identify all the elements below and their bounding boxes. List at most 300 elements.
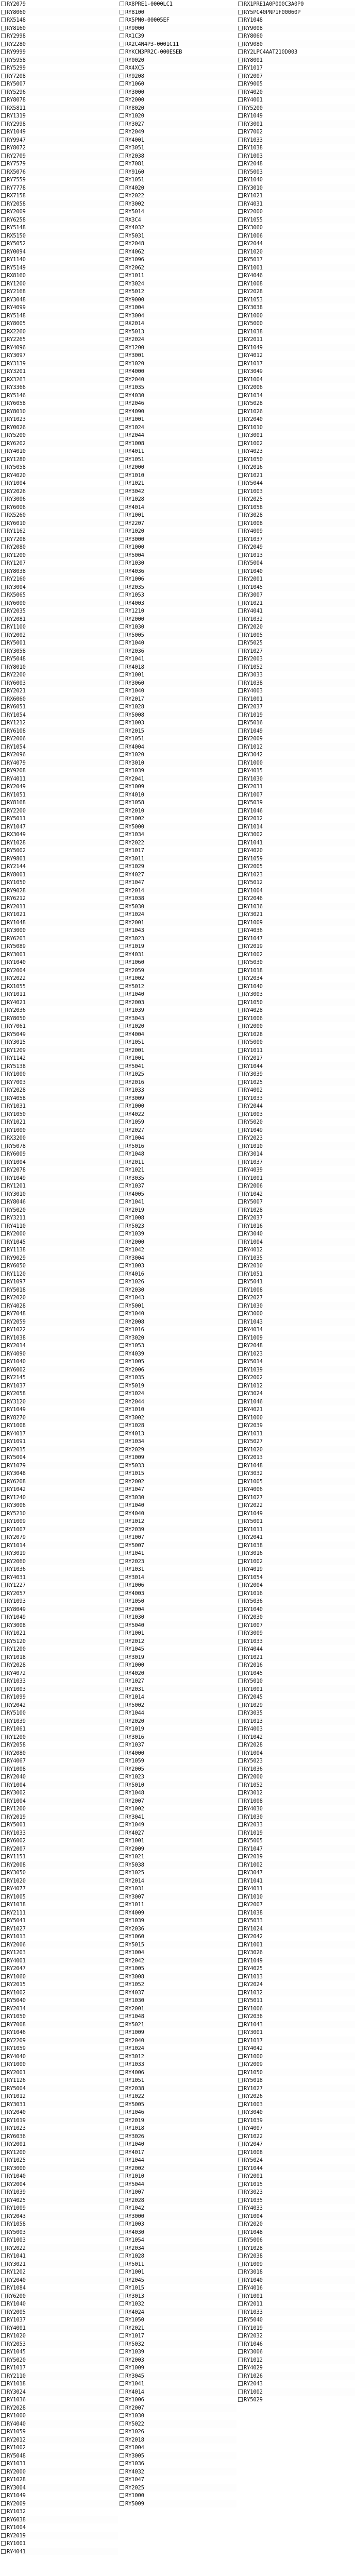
list-item[interactable] — [119, 591, 236, 599]
checkbox-icon[interactable] — [1, 1527, 6, 1532]
list-item[interactable] — [119, 1693, 236, 1701]
checkbox-icon[interactable] — [1, 1256, 6, 1260]
list-item[interactable] — [237, 791, 355, 799]
list-item[interactable] — [119, 1174, 236, 1182]
list-item[interactable] — [119, 208, 236, 216]
checkbox-icon[interactable] — [1, 2317, 6, 2322]
checkbox-icon[interactable] — [1, 1559, 6, 1564]
list-item[interactable] — [119, 1182, 236, 1190]
list-item[interactable] — [119, 463, 236, 471]
list-item[interactable] — [0, 303, 118, 312]
checkbox-icon[interactable] — [1, 824, 6, 829]
list-item[interactable] — [119, 2132, 236, 2141]
checkbox-icon[interactable] — [238, 1351, 243, 1356]
list-item[interactable] — [119, 335, 236, 344]
list-item[interactable] — [119, 919, 236, 927]
checkbox-icon[interactable] — [238, 1751, 243, 1755]
list-item[interactable] — [0, 0, 118, 8]
list-item[interactable] — [0, 2028, 118, 2037]
checkbox-icon[interactable] — [238, 393, 243, 398]
list-item[interactable] — [237, 136, 355, 144]
checkbox-icon[interactable] — [120, 2493, 124, 2498]
list-item[interactable] — [237, 1485, 355, 1494]
list-item[interactable] — [119, 160, 236, 168]
list-item[interactable] — [119, 871, 236, 879]
checkbox-icon[interactable] — [120, 1112, 124, 1116]
list-item[interactable] — [237, 2084, 355, 2093]
checkbox-icon[interactable] — [120, 2381, 124, 2386]
checkbox-icon[interactable] — [120, 1966, 124, 1971]
checkbox-icon[interactable] — [238, 417, 243, 421]
list-item[interactable] — [237, 1661, 355, 1669]
list-item[interactable] — [0, 1334, 118, 1342]
checkbox-icon[interactable] — [1, 1295, 6, 1300]
checkbox-icon[interactable] — [1, 321, 6, 326]
checkbox-icon[interactable] — [1, 1008, 6, 1012]
list-item[interactable] — [119, 1062, 236, 1071]
checkbox-icon[interactable] — [1, 912, 6, 917]
checkbox-icon[interactable] — [1, 1655, 6, 1659]
checkbox-icon[interactable] — [238, 872, 243, 877]
list-item[interactable] — [237, 1494, 355, 1502]
checkbox-icon[interactable] — [120, 2453, 124, 2458]
list-item[interactable] — [0, 423, 118, 432]
checkbox-icon[interactable] — [120, 561, 124, 565]
checkbox-icon[interactable] — [238, 1455, 243, 1460]
list-item[interactable] — [119, 24, 236, 32]
list-item[interactable] — [237, 2308, 355, 2316]
checkbox-icon[interactable] — [238, 2262, 243, 2266]
list-item[interactable] — [0, 2252, 118, 2260]
list-item[interactable] — [0, 1174, 118, 1182]
checkbox-icon[interactable] — [1, 1176, 6, 1180]
checkbox-icon[interactable] — [1, 601, 6, 605]
checkbox-icon[interactable] — [120, 1016, 124, 1021]
list-item[interactable] — [0, 1989, 118, 1997]
list-item[interactable] — [119, 479, 236, 487]
list-item[interactable] — [119, 2292, 236, 2300]
list-item[interactable] — [237, 1861, 355, 1869]
checkbox-icon[interactable] — [1, 608, 6, 613]
list-item[interactable] — [237, 1342, 355, 1350]
list-item[interactable] — [0, 1877, 118, 1885]
checkbox-icon[interactable] — [120, 2413, 124, 2418]
checkbox-icon[interactable] — [120, 1391, 124, 1396]
list-item[interactable] — [119, 519, 236, 528]
checkbox-icon[interactable] — [238, 1112, 243, 1116]
list-item[interactable] — [0, 1038, 118, 1046]
checkbox-icon[interactable] — [1, 1615, 6, 1619]
list-item[interactable] — [0, 1773, 118, 1781]
checkbox-icon[interactable] — [120, 1192, 124, 1196]
checkbox-icon[interactable] — [238, 2342, 243, 2346]
list-item[interactable] — [237, 878, 355, 887]
list-item[interactable] — [0, 1286, 118, 1294]
checkbox-icon[interactable] — [238, 1615, 243, 1619]
list-item[interactable] — [119, 1941, 236, 1949]
list-item[interactable] — [0, 1310, 118, 1318]
list-item[interactable] — [237, 1174, 355, 1182]
list-item[interactable] — [0, 894, 118, 903]
checkbox-icon[interactable] — [1, 672, 6, 677]
checkbox-icon[interactable] — [120, 138, 124, 142]
list-item[interactable] — [237, 112, 355, 120]
checkbox-icon[interactable] — [238, 1623, 243, 1628]
checkbox-icon[interactable] — [238, 1104, 243, 1108]
list-item[interactable] — [237, 2124, 355, 2132]
list-item[interactable] — [237, 751, 355, 759]
list-item[interactable] — [0, 1405, 118, 1414]
list-item[interactable] — [237, 1669, 355, 1677]
checkbox-icon[interactable] — [120, 2374, 124, 2378]
checkbox-icon[interactable] — [238, 1758, 243, 1763]
list-item[interactable] — [0, 104, 118, 112]
list-item[interactable] — [237, 184, 355, 192]
list-item[interactable] — [0, 974, 118, 982]
checkbox-icon[interactable] — [1, 1343, 6, 1348]
list-item[interactable] — [237, 2292, 355, 2300]
checkbox-icon[interactable] — [120, 1607, 124, 1612]
checkbox-icon[interactable] — [238, 1367, 243, 1372]
list-item[interactable] — [0, 64, 118, 72]
checkbox-icon[interactable] — [120, 1831, 124, 1835]
list-item[interactable] — [119, 2100, 236, 2109]
checkbox-icon[interactable] — [238, 665, 243, 669]
checkbox-icon[interactable] — [238, 1543, 243, 1548]
checkbox-icon[interactable] — [238, 185, 243, 190]
checkbox-icon[interactable] — [120, 513, 124, 517]
list-item[interactable] — [119, 1533, 236, 1541]
checkbox-icon[interactable] — [238, 1375, 243, 1380]
list-item[interactable] — [0, 2268, 118, 2276]
list-item[interactable] — [0, 1885, 118, 1893]
list-item[interactable] — [237, 2037, 355, 2045]
checkbox-icon[interactable] — [1, 1335, 6, 1340]
checkbox-icon[interactable] — [238, 608, 243, 613]
list-item[interactable] — [119, 1885, 236, 1893]
checkbox-icon[interactable] — [120, 824, 124, 829]
checkbox-icon[interactable] — [120, 936, 124, 941]
list-item[interactable] — [237, 1014, 355, 1023]
list-item[interactable] — [237, 2180, 355, 2189]
checkbox-icon[interactable] — [1, 225, 6, 230]
list-item[interactable] — [119, 344, 236, 352]
checkbox-icon[interactable] — [238, 513, 243, 517]
list-item[interactable] — [237, 735, 355, 743]
list-item[interactable] — [0, 663, 118, 671]
list-item[interactable] — [237, 415, 355, 423]
list-item[interactable] — [119, 1014, 236, 1023]
checkbox-icon[interactable] — [1, 2126, 6, 2130]
checkbox-icon[interactable] — [238, 824, 243, 829]
list-item[interactable] — [0, 719, 118, 727]
list-item[interactable] — [119, 1006, 236, 1014]
list-item[interactable] — [0, 2124, 118, 2132]
checkbox-icon[interactable] — [120, 617, 124, 621]
list-item[interactable] — [119, 1437, 236, 1446]
checkbox-icon[interactable] — [1, 1758, 6, 1763]
checkbox-icon[interactable] — [238, 800, 243, 805]
checkbox-icon[interactable] — [120, 361, 124, 366]
checkbox-icon[interactable] — [120, 2022, 124, 2027]
list-item[interactable] — [237, 1126, 355, 1134]
list-item[interactable] — [119, 1597, 236, 1605]
list-item[interactable] — [119, 1350, 236, 1358]
list-item[interactable] — [237, 0, 355, 8]
list-item[interactable] — [237, 1430, 355, 1438]
list-item[interactable] — [237, 951, 355, 959]
list-item[interactable] — [237, 1334, 355, 1342]
checkbox-icon[interactable] — [1, 329, 6, 334]
checkbox-icon[interactable] — [1, 433, 6, 437]
list-item[interactable] — [0, 2364, 118, 2372]
list-item[interactable] — [119, 2148, 236, 2157]
checkbox-icon[interactable] — [120, 1742, 124, 1747]
list-item[interactable] — [0, 2539, 118, 2548]
list-item[interactable] — [0, 1134, 118, 1142]
checkbox-icon[interactable] — [120, 2349, 124, 2354]
checkbox-icon[interactable] — [120, 864, 124, 869]
list-item[interactable] — [237, 2372, 355, 2380]
checkbox-icon[interactable] — [1, 681, 6, 685]
checkbox-icon[interactable] — [120, 1032, 124, 1037]
list-item[interactable] — [119, 1526, 236, 1534]
list-item[interactable] — [0, 447, 118, 455]
checkbox-icon[interactable] — [238, 1942, 243, 1947]
list-item[interactable] — [0, 2021, 118, 2029]
checkbox-icon[interactable] — [238, 2, 243, 6]
checkbox-icon[interactable] — [120, 1751, 124, 1755]
list-item[interactable] — [119, 1118, 236, 1126]
list-item[interactable] — [119, 1805, 236, 1813]
list-item[interactable] — [237, 351, 355, 360]
list-item[interactable] — [237, 2348, 355, 2356]
list-item[interactable] — [119, 2188, 236, 2196]
checkbox-icon[interactable] — [238, 601, 243, 605]
checkbox-icon[interactable] — [1, 2310, 6, 2314]
list-item[interactable] — [119, 775, 236, 783]
list-item[interactable] — [237, 1190, 355, 1198]
list-item[interactable] — [237, 926, 355, 935]
list-item[interactable] — [0, 1709, 118, 1717]
list-item[interactable] — [0, 2348, 118, 2356]
list-item[interactable] — [119, 815, 236, 823]
list-item[interactable] — [0, 751, 118, 759]
list-item[interactable] — [119, 2092, 236, 2100]
checkbox-icon[interactable] — [238, 1024, 243, 1028]
checkbox-icon[interactable] — [120, 1862, 124, 1867]
list-item[interactable] — [119, 671, 236, 679]
checkbox-icon[interactable] — [238, 1192, 243, 1196]
list-item[interactable] — [0, 1166, 118, 1174]
checkbox-icon[interactable] — [120, 1679, 124, 1683]
checkbox-icon[interactable] — [1, 656, 6, 661]
list-item[interactable] — [119, 846, 236, 855]
list-item[interactable] — [237, 487, 355, 496]
checkbox-icon[interactable] — [120, 2078, 124, 2082]
list-item[interactable] — [119, 2316, 236, 2324]
checkbox-icon[interactable] — [238, 465, 243, 469]
checkbox-icon[interactable] — [1, 1767, 6, 1771]
list-item[interactable] — [119, 1358, 236, 1366]
list-item[interactable] — [237, 312, 355, 320]
checkbox-icon[interactable] — [238, 2190, 243, 2194]
list-item[interactable] — [237, 1358, 355, 1366]
checkbox-icon[interactable] — [120, 1647, 124, 1651]
checkbox-icon[interactable] — [238, 489, 243, 494]
checkbox-icon[interactable] — [120, 2429, 124, 2434]
checkbox-icon[interactable] — [238, 888, 243, 893]
list-item[interactable] — [0, 1973, 118, 1981]
checkbox-icon[interactable] — [238, 1583, 243, 1587]
list-item[interactable] — [0, 1853, 118, 1861]
checkbox-icon[interactable] — [120, 1319, 124, 1324]
checkbox-icon[interactable] — [120, 577, 124, 581]
checkbox-icon[interactable] — [1, 704, 6, 709]
checkbox-icon[interactable] — [120, 896, 124, 901]
list-item[interactable] — [237, 296, 355, 304]
list-item[interactable] — [119, 663, 236, 671]
checkbox-icon[interactable] — [238, 289, 243, 294]
checkbox-icon[interactable] — [238, 2198, 243, 2202]
list-item[interactable] — [0, 1214, 118, 1222]
checkbox-icon[interactable] — [120, 457, 124, 462]
list-item[interactable] — [0, 2069, 118, 2077]
list-item[interactable] — [237, 1901, 355, 1909]
checkbox-icon[interactable] — [120, 185, 124, 190]
checkbox-icon[interactable] — [120, 808, 124, 813]
checkbox-icon[interactable] — [120, 2110, 124, 2114]
list-item[interactable] — [237, 1421, 355, 1430]
checkbox-icon[interactable] — [1, 1934, 6, 1939]
list-item[interactable] — [119, 1557, 236, 1566]
checkbox-icon[interactable] — [1, 649, 6, 653]
list-item[interactable] — [0, 1557, 118, 1566]
list-item[interactable] — [119, 1789, 236, 1797]
checkbox-icon[interactable] — [238, 1327, 243, 1332]
list-item[interactable] — [119, 2340, 236, 2348]
list-item[interactable] — [237, 1853, 355, 1861]
checkbox-icon[interactable] — [238, 138, 243, 142]
checkbox-icon[interactable] — [1, 2389, 6, 2394]
checkbox-icon[interactable] — [238, 688, 243, 693]
checkbox-icon[interactable] — [120, 1423, 124, 1428]
list-item[interactable] — [119, 2268, 236, 2276]
checkbox-icon[interactable] — [120, 1415, 124, 1420]
checkbox-icon[interactable] — [120, 1639, 124, 1643]
checkbox-icon[interactable] — [238, 1247, 243, 1252]
checkbox-icon[interactable] — [1, 1128, 6, 1132]
checkbox-icon[interactable] — [120, 2126, 124, 2130]
checkbox-icon[interactable] — [238, 297, 243, 302]
checkbox-icon[interactable] — [120, 2477, 124, 2482]
checkbox-icon[interactable] — [120, 1774, 124, 1779]
checkbox-icon[interactable] — [1, 10, 6, 14]
list-item[interactable] — [0, 1725, 118, 1733]
list-item[interactable] — [0, 376, 118, 384]
checkbox-icon[interactable] — [120, 832, 124, 837]
checkbox-icon[interactable] — [238, 33, 243, 38]
checkbox-icon[interactable] — [120, 449, 124, 453]
list-item[interactable] — [119, 2212, 236, 2221]
list-item[interactable] — [119, 1110, 236, 1118]
list-item[interactable] — [119, 1589, 236, 1598]
list-item[interactable] — [0, 1462, 118, 1470]
checkbox-icon[interactable] — [238, 2374, 243, 2378]
list-item[interactable] — [237, 1885, 355, 1893]
checkbox-icon[interactable] — [1, 1447, 6, 1452]
list-item[interactable] — [119, 727, 236, 735]
checkbox-icon[interactable] — [1, 33, 6, 38]
list-item[interactable] — [237, 96, 355, 104]
list-item[interactable] — [0, 1222, 118, 1230]
checkbox-icon[interactable] — [120, 1815, 124, 1819]
checkbox-icon[interactable] — [120, 2158, 124, 2162]
list-item[interactable] — [119, 2468, 236, 2476]
list-item[interactable] — [237, 1685, 355, 1693]
list-item[interactable] — [0, 1541, 118, 1550]
checkbox-icon[interactable] — [1, 1263, 6, 1268]
list-item[interactable] — [119, 527, 236, 535]
list-item[interactable] — [0, 479, 118, 487]
checkbox-icon[interactable] — [238, 553, 243, 557]
list-item[interactable] — [0, 695, 118, 703]
checkbox-icon[interactable] — [1, 2253, 6, 2258]
checkbox-icon[interactable] — [1, 1990, 6, 1995]
checkbox-icon[interactable] — [238, 1215, 243, 1220]
checkbox-icon[interactable] — [120, 26, 124, 30]
checkbox-icon[interactable] — [1, 976, 6, 980]
list-item[interactable] — [0, 272, 118, 280]
checkbox-icon[interactable] — [120, 1758, 124, 1763]
list-item[interactable] — [237, 2268, 355, 2276]
checkbox-icon[interactable] — [120, 2301, 124, 2306]
list-item[interactable] — [119, 392, 236, 400]
list-item[interactable] — [119, 1038, 236, 1046]
checkbox-icon[interactable] — [120, 1950, 124, 1955]
checkbox-icon[interactable] — [120, 1671, 124, 1675]
list-item[interactable] — [0, 2116, 118, 2125]
checkbox-icon[interactable] — [238, 2253, 243, 2258]
checkbox-icon[interactable] — [120, 1543, 124, 1548]
checkbox-icon[interactable] — [238, 217, 243, 222]
checkbox-icon[interactable] — [1, 1471, 6, 1476]
list-item[interactable] — [0, 383, 118, 392]
checkbox-icon[interactable] — [120, 1982, 124, 1987]
list-item[interactable] — [237, 2252, 355, 2260]
list-item[interactable] — [0, 1996, 118, 2005]
checkbox-icon[interactable] — [238, 1151, 243, 1156]
checkbox-icon[interactable] — [1, 1774, 6, 1779]
list-item[interactable] — [0, 431, 118, 439]
checkbox-icon[interactable] — [120, 2445, 124, 2450]
list-item[interactable] — [0, 160, 118, 168]
checkbox-icon[interactable] — [238, 1639, 243, 1643]
list-item[interactable] — [237, 1533, 355, 1541]
checkbox-icon[interactable] — [120, 1128, 124, 1132]
list-item[interactable] — [237, 1318, 355, 1326]
checkbox-icon[interactable] — [238, 776, 243, 781]
checkbox-icon[interactable] — [238, 1423, 243, 1428]
list-item[interactable] — [119, 1653, 236, 1662]
checkbox-icon[interactable] — [120, 1471, 124, 1476]
list-item[interactable] — [0, 743, 118, 751]
checkbox-icon[interactable] — [238, 1870, 243, 1875]
checkbox-icon[interactable] — [120, 1231, 124, 1236]
checkbox-icon[interactable] — [238, 233, 243, 238]
checkbox-icon[interactable] — [120, 2246, 124, 2250]
checkbox-icon[interactable] — [238, 145, 243, 150]
